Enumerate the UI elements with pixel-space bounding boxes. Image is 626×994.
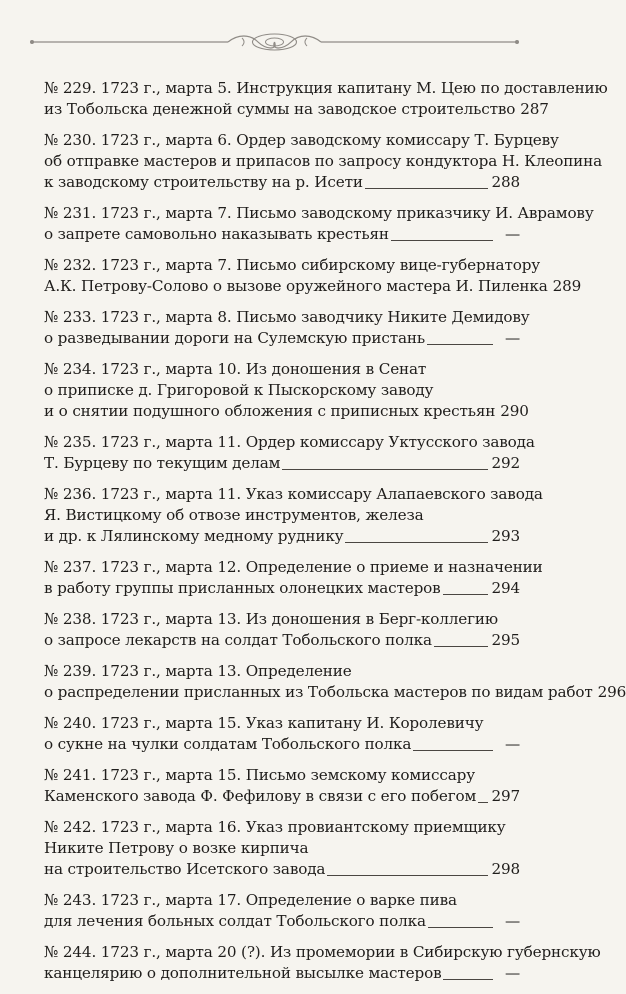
toc-entry-last-line bbox=[44, 786, 520, 807]
toc-entry-text: № 238. 1723 г., марта 13. Из доношения в Берг-коллегию bbox=[44, 610, 498, 628]
toc-entry-line bbox=[44, 359, 520, 380]
toc-entry[interactable] bbox=[44, 78, 608, 120]
toc-entry-text: № 234. 1723 г., марта 10. Из доношения в Сенат bbox=[44, 360, 427, 378]
toc-entry-text: из Тобольска денежной суммы на заводское строительство bbox=[44, 100, 516, 118]
toc-entry-last-line bbox=[44, 682, 626, 703]
toc-entry-text: Каменского завода Ф. Фефилову в связи с его побегом bbox=[44, 787, 477, 805]
toc-entry-last-line bbox=[44, 734, 520, 755]
toc-entry-line bbox=[44, 942, 601, 963]
toc-entry-line bbox=[44, 151, 603, 172]
toc-entry-line bbox=[44, 557, 543, 578]
toc-entry-text: о приписке д. Григоровой к Пыскорскому заводу bbox=[44, 381, 434, 399]
toc-entry-line bbox=[44, 838, 520, 859]
toc-entry-text: в работу группы присланных олонецких мастеров bbox=[44, 579, 441, 597]
toc-entry-text: Никите Петрову о возке кирпича bbox=[44, 839, 309, 857]
dot-leader bbox=[478, 801, 488, 803]
toc-entry-last-line bbox=[44, 859, 520, 880]
page-number: 289 bbox=[552, 277, 582, 295]
header-ornament bbox=[28, 28, 521, 56]
toc-entry[interactable] bbox=[44, 432, 535, 474]
toc-entry-text: № 232. 1723 г., марта 7. Письмо сибирскому вице-губернатору bbox=[44, 256, 541, 274]
toc-entry-line bbox=[44, 203, 594, 224]
toc-entry-line bbox=[44, 432, 535, 453]
toc-entry[interactable] bbox=[44, 817, 520, 880]
dot-leader bbox=[327, 874, 488, 876]
page-number: 295 bbox=[491, 631, 520, 649]
toc-entry-text: № 229. 1723 г., марта 5. Инструкция капитану М. Цею по доставлению bbox=[44, 79, 608, 97]
page-number: — bbox=[504, 912, 520, 930]
toc-entry-text: о сукне на чулки солдатам Тобольского полка bbox=[44, 735, 412, 753]
toc-entry-line bbox=[44, 661, 520, 682]
dot-leader bbox=[428, 926, 493, 928]
toc-entry[interactable] bbox=[44, 255, 582, 297]
dot-leader bbox=[443, 978, 493, 980]
page-number: 287 bbox=[520, 100, 549, 118]
toc-entry-text: № 230. 1723 г., марта 6. Ордер заводскому комиссару Т. Бурцеву bbox=[44, 131, 559, 149]
dot-leader bbox=[345, 541, 488, 543]
toc-entry[interactable] bbox=[44, 942, 601, 984]
toc-entry[interactable] bbox=[44, 609, 520, 651]
table-of-contents bbox=[44, 78, 626, 994]
toc-entry-text: к заводскому строительству на р. Исети bbox=[44, 173, 363, 191]
toc-entry-text: № 235. 1723 г., марта 11. Ордер комиссару Уктусского завода bbox=[44, 433, 535, 451]
toc-entry-last-line bbox=[44, 630, 520, 651]
toc-entry[interactable] bbox=[44, 130, 603, 193]
toc-entry-text: № 243. 1723 г., марта 17. Определение о варке пива bbox=[44, 891, 457, 909]
toc-entry[interactable] bbox=[44, 484, 543, 547]
toc-entry-text: № 239. 1723 г., марта 13. Определение bbox=[44, 662, 352, 680]
toc-entry-text: об отправке мастеров и припасов по запросу кондуктора Н. Клеопина bbox=[44, 152, 603, 170]
dot-leader bbox=[427, 343, 493, 345]
toc-entry-text: для лечения больных солдат Тобольского полка bbox=[44, 912, 426, 930]
toc-entry-last-line bbox=[44, 172, 520, 193]
toc-entry-text: и о снятии подушного обложения с приписных крестьян bbox=[44, 402, 496, 420]
toc-entry-text: Т. Бурцеву по текущим делам bbox=[44, 454, 281, 472]
page-number: 293 bbox=[491, 527, 520, 545]
toc-entry[interactable] bbox=[44, 307, 530, 349]
toc-entry-last-line bbox=[44, 224, 520, 245]
page-number: — bbox=[504, 964, 520, 982]
toc-entry-line bbox=[44, 380, 520, 401]
toc-entry-line bbox=[44, 130, 559, 151]
toc-entry[interactable] bbox=[44, 359, 529, 422]
toc-entry-text: о запросе лекарств на солдат Тобольского полка bbox=[44, 631, 432, 649]
toc-entry[interactable] bbox=[44, 203, 594, 245]
dot-leader bbox=[365, 187, 489, 189]
toc-entry-text: № 233. 1723 г., марта 8. Письмо заводчику Никите Демидову bbox=[44, 308, 530, 326]
toc-entry-line bbox=[44, 890, 520, 911]
page-number: 298 bbox=[491, 860, 520, 878]
page-number: 294 bbox=[491, 579, 520, 597]
toc-entry-last-line bbox=[44, 328, 520, 349]
toc-entry-text: и др. к Лялинскому медному руднику bbox=[44, 527, 344, 545]
toc-entry[interactable] bbox=[44, 713, 520, 755]
toc-entry-line bbox=[44, 609, 520, 630]
toc-entry-last-line bbox=[44, 453, 520, 474]
toc-entry-text: № 237. 1723 г., марта 12. Определение о приеме и назначении bbox=[44, 558, 543, 576]
toc-entry-line bbox=[44, 713, 520, 734]
toc-entry-text: № 236. 1723 г., марта 11. Указ комиссару Алапаевского завода bbox=[44, 485, 543, 503]
page-number: 296 bbox=[597, 683, 626, 701]
toc-entry-last-line bbox=[44, 401, 529, 422]
toc-entry[interactable] bbox=[44, 765, 520, 807]
page-number: 297 bbox=[491, 787, 520, 805]
dot-leader bbox=[434, 645, 489, 647]
dot-leader bbox=[443, 593, 489, 595]
toc-entry-last-line bbox=[44, 99, 549, 120]
dot-leader bbox=[391, 239, 493, 241]
toc-entry[interactable] bbox=[44, 890, 520, 932]
toc-entry-text: № 242. 1723 г., марта 16. Указ провиантскому приемщику bbox=[44, 818, 506, 836]
page-number: — bbox=[504, 225, 520, 243]
toc-entry-text: № 244. 1723 г., марта 20 (?). Из промемории в Сибирскую губернскую bbox=[44, 943, 601, 961]
toc-entry-line bbox=[44, 78, 608, 99]
toc-entry-text: Я. Вистицкому об отвозе инструментов, железа bbox=[44, 506, 424, 524]
page-number: — bbox=[504, 329, 520, 347]
toc-entry-text: № 241. 1723 г., марта 15. Письмо земскому комиссару bbox=[44, 766, 475, 784]
toc-entry-line bbox=[44, 817, 520, 838]
toc-entry-text: канцелярию о дополнительной высылке мастеров bbox=[44, 964, 442, 982]
dot-leader bbox=[282, 468, 488, 470]
page-number: — bbox=[504, 735, 520, 753]
page-number: 290 bbox=[500, 402, 529, 420]
dot-leader bbox=[413, 749, 493, 751]
toc-entry-text: № 240. 1723 г., марта 15. Указ капитану И. Королевичу bbox=[44, 714, 484, 732]
toc-entry-line bbox=[44, 484, 543, 505]
toc-entry-line bbox=[44, 505, 520, 526]
toc-entry[interactable] bbox=[44, 557, 543, 599]
toc-entry-last-line bbox=[44, 276, 582, 297]
toc-entry-text: о распределении присланных из Тобольска мастеров по видам работ bbox=[44, 683, 593, 701]
toc-entry-last-line bbox=[44, 578, 520, 599]
toc-entry-line bbox=[44, 255, 541, 276]
toc-entry-text: о разведывании дороги на Сулемскую пристань bbox=[44, 329, 425, 347]
toc-entry-line bbox=[44, 765, 520, 786]
toc-entry-last-line bbox=[44, 911, 520, 932]
toc-entry-text: А.К. Петрову-Солово о вызове оружейного мастера И. Пиленка bbox=[44, 277, 548, 295]
toc-entry-last-line bbox=[44, 963, 520, 984]
toc-entry-text: № 231. 1723 г., марта 7. Письмо заводскому приказчику И. Аврамову bbox=[44, 204, 594, 222]
page-number: 292 bbox=[491, 454, 520, 472]
toc-entry-line bbox=[44, 307, 530, 328]
page-number: 288 bbox=[491, 173, 520, 191]
toc-entry-text: на строительство Исетского завода bbox=[44, 860, 326, 878]
toc-entry-last-line bbox=[44, 526, 520, 547]
toc-entry[interactable] bbox=[44, 661, 626, 703]
toc-entry-text: о запрете самовольно наказывать крестьян bbox=[44, 225, 389, 243]
